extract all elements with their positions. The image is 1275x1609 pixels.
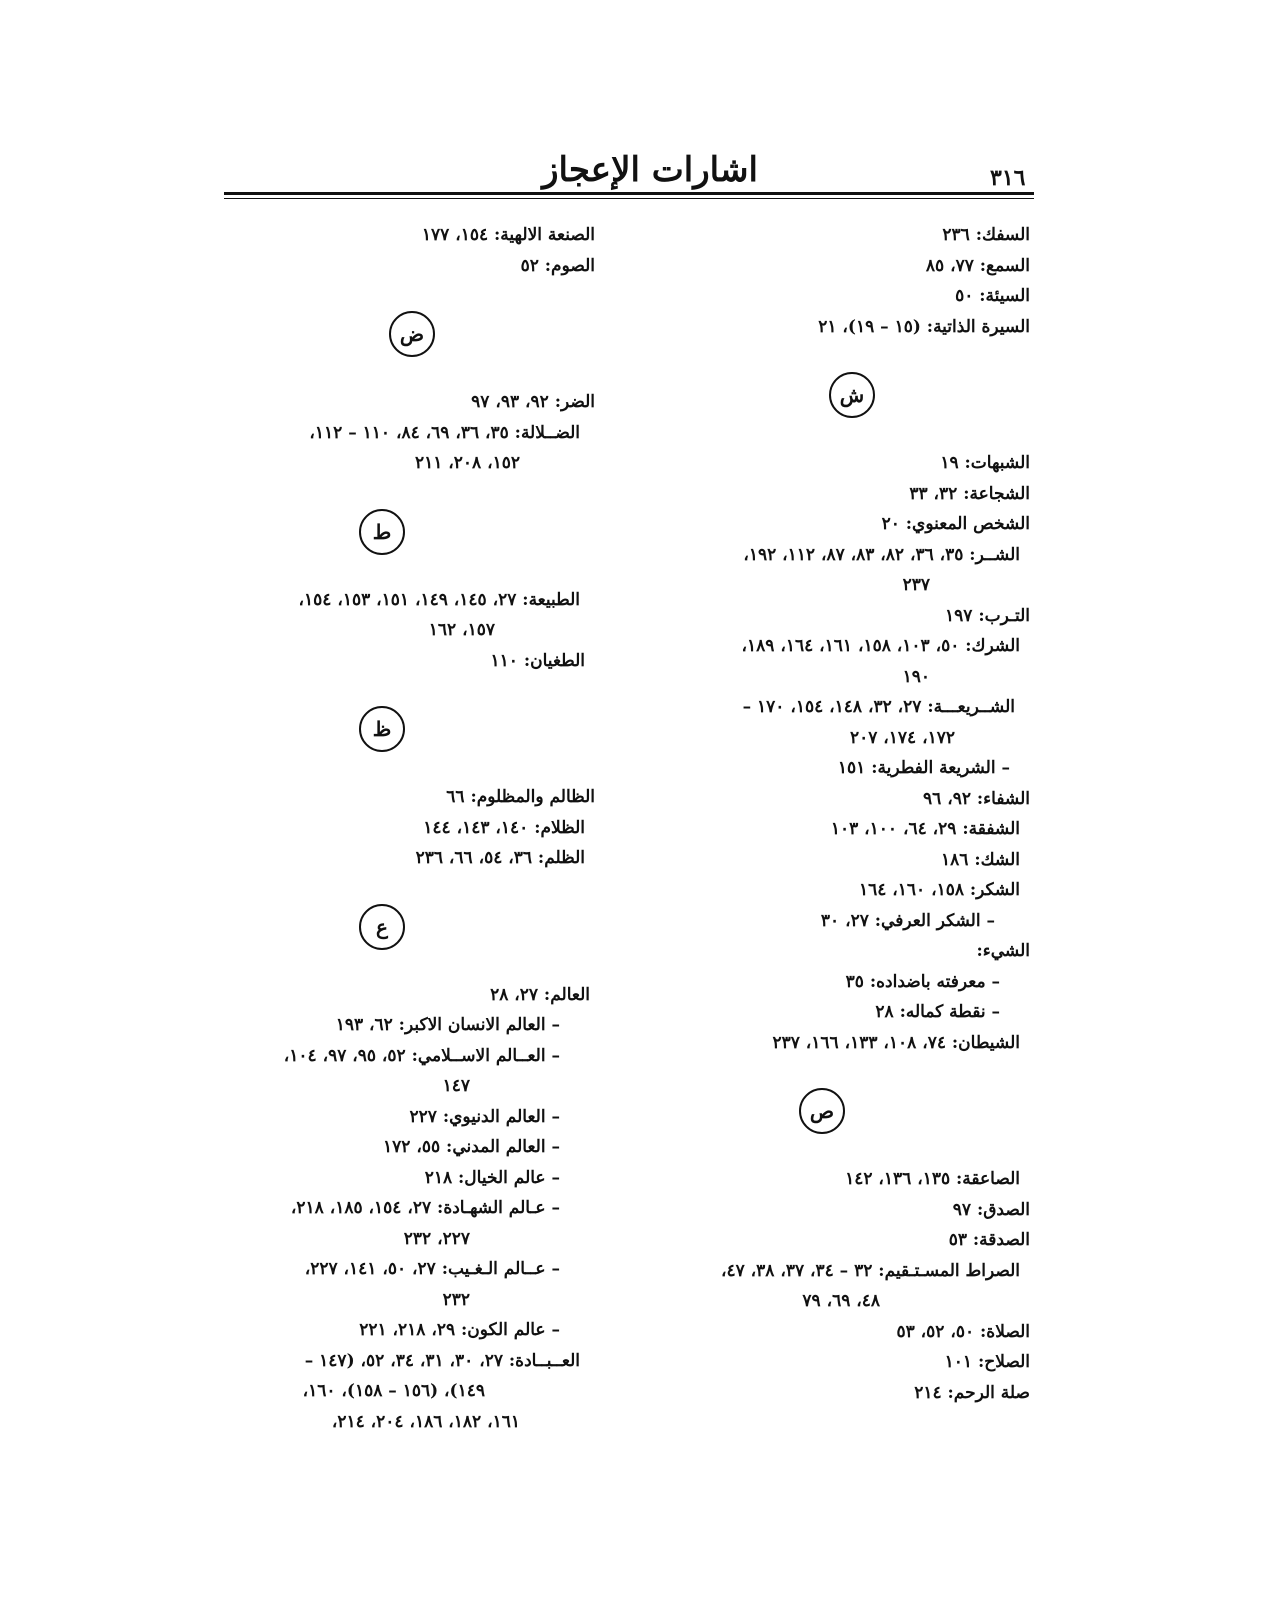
index-entry: الشــريعـــة: ٢٧، ٣٢، ١٤٨، ١٥٤، ١٧٠ –: [742, 697, 1015, 717]
index-entry: – العالم الدنيوي: ٢٢٧: [409, 1106, 560, 1127]
index-entry: السمع: ٧٧، ٨٥: [925, 255, 1030, 276]
index-entry: الظالم والمظلوم: ٦٦: [446, 787, 595, 807]
index-entry: العالم: ٢٧، ٢٨: [490, 984, 590, 1005]
index-entry: الشــر: ٣٥، ٣٦، ٨٢، ٨٣، ٨٧، ١١٢، ١٩٢،: [743, 544, 1020, 565]
index-entry: الصوم: ٥٢: [520, 255, 595, 276]
index-entry: الشخص المعنوي: ٢٠: [881, 514, 1030, 534]
index-entry: الظلام: ١٤٠، ١٤٣، ١٤٤: [423, 817, 585, 838]
index-column-left: [205, 220, 595, 1437]
index-entry: ٢٣٢: [442, 1289, 470, 1310]
index-entry: الشجاعة: ٣٢، ٣٣: [909, 483, 1030, 504]
index-entry: الصاعقة: ١٣٥، ١٣٦، ١٤٢: [845, 1169, 1020, 1189]
index-column-right: [630, 220, 1030, 1408]
index-entry: الطغيان: ١١٠: [490, 650, 585, 671]
index-entry: الضــلالة: ٣٥، ٣٦، ٦٩، ٨٤، ١١٠ – ١١٢،: [309, 422, 580, 443]
index-entry: ١٥٢، ٢٠٨، ٢١١: [414, 453, 520, 473]
index-entry: الشك: ١٨٦: [941, 849, 1020, 870]
index-entry: التـرب: ١٩٧: [945, 605, 1030, 626]
index-entry: ٤٨، ٦٩، ٧٩: [802, 1291, 880, 1311]
index-entry: ١٥٧، ١٦٢: [428, 620, 495, 640]
index-entry: الصنعة الالهية: ١٥٤، ١٧٧: [421, 225, 595, 245]
index-entry: – عالم الكون: ٢٩، ٢١٨، ٢٢١: [359, 1320, 560, 1340]
index-entry: الشكر: ١٥٨، ١٦٠، ١٦٤: [858, 880, 1020, 900]
section-letter: [205, 676, 595, 782]
index-entry: – عالم الخيال: ٢١٨: [424, 1167, 560, 1188]
index-entry: ٢٢٧، ٢٣٢: [403, 1228, 470, 1249]
index-entry: ١٩٠: [902, 666, 930, 687]
section-letter-circle: ع: [359, 904, 405, 950]
index-entry: الصدقة: ٥٣: [948, 1230, 1030, 1250]
index-entry: الشيء:: [976, 941, 1030, 961]
index-entry: ١٤٩)، (١٥٦ – ١٥٨)، ١٦٠،: [302, 1381, 485, 1401]
index-entry: – معرفته باضداده: ٣٥: [845, 971, 1000, 992]
index-entry: ١٤٧: [442, 1076, 470, 1096]
index-entry: الشبهات: ١٩: [940, 453, 1030, 473]
index-entry: – الشكر العرفي: ٢٧، ٣٠: [820, 910, 995, 931]
index-entry: الضر: ٩٢، ٩٣، ٩٧: [471, 392, 595, 412]
index-entry: السفك: ٢٣٦: [942, 225, 1030, 245]
index-entry: ١٧٢، ١٧٤، ٢٠٧: [849, 727, 955, 748]
index-entry: الشفقة: ٢٩، ٦٤، ١٠٠، ١٠٣: [830, 819, 1020, 839]
index-entry: الشيطان: ٧٤، ١٠٨، ١٣٣، ١٦٦، ٢٣٧: [772, 1032, 1020, 1053]
index-entry: العــبــادة: ٢٧، ٣٠، ٣١، ٣٤، ٥٢، (١٤٧ –: [304, 1350, 580, 1371]
index-entry: ١٦١، ١٨٢، ١٨٦، ٢٠٤، ٢١٤،: [331, 1411, 520, 1432]
index-entry: الشفاء: ٩٢، ٩٦: [923, 788, 1030, 809]
section-letter: [205, 281, 595, 387]
index-entry: – نقطة كماله: ٢٨: [875, 1002, 1000, 1022]
index-entry: السيرة الذاتية: (١٥ – ١٩)، ٢١: [818, 316, 1030, 337]
section-letter-circle: ض: [389, 311, 435, 357]
section-letter: [630, 342, 1030, 448]
section-letter-circle: ص: [799, 1088, 845, 1134]
page-number: ٣١٦: [990, 165, 1026, 191]
index-entry: الطبيعة: ٢٧، ١٤٥، ١٤٩، ١٥١، ١٥٣، ١٥٤،: [298, 589, 580, 610]
index-entry: الصدق: ٩٧: [952, 1199, 1030, 1220]
index-entry: – الشريعة الفطرية: ١٥١: [837, 758, 1010, 778]
index-entry: الصراط المسـتـقيم: ٣٢ – ٣٤، ٣٧، ٣٨، ٤٧،: [720, 1260, 1020, 1281]
header-rule-thick: [224, 192, 1034, 195]
index-entry: صلة الرحم: ٢١٤: [914, 1382, 1030, 1403]
header-rule-thin: [224, 198, 1034, 199]
section-letter-circle: ش: [829, 372, 875, 418]
index-entry: الظلم: ٣٦، ٥٤، ٦٦، ٢٣٦: [415, 848, 585, 868]
index-entry: الشرك: ٥٠، ١٠٣، ١٥٨، ١٦١، ١٦٤، ١٨٩،: [741, 636, 1020, 656]
page-title: اشارات الإعجاز: [542, 150, 758, 190]
section-letter-circle: ظ: [359, 706, 405, 752]
section-letter: [205, 874, 595, 980]
index-entry: – العــالم الاســلامي: ٥٢، ٩٥، ٩٧، ١٠٤،: [283, 1045, 560, 1066]
index-entry: ٢٣٧: [902, 575, 930, 595]
index-entry: الصلاة: ٥٠، ٥٢، ٥٣: [896, 1321, 1030, 1342]
section-letter: [205, 479, 595, 585]
index-entry: السيئة: ٥٠: [955, 286, 1030, 306]
section-letter: [630, 1058, 1030, 1164]
index-entry: – عـالم الشهـادة: ٢٧، ١٥٤، ١٨٥، ٢١٨،: [290, 1198, 560, 1218]
index-entry: الصلاح: ١٠١: [944, 1352, 1030, 1372]
section-letter-circle: ط: [359, 509, 405, 555]
index-entry: – العالم المدني: ٥٥، ١٧٢: [383, 1137, 560, 1157]
index-entry: – العالم الانسان الاكبر: ٦٢، ١٩٣: [335, 1015, 560, 1035]
index-entry: – عــالم الـغـيب: ٢٧، ٥٠، ١٤١، ٢٢٧،: [304, 1259, 560, 1279]
